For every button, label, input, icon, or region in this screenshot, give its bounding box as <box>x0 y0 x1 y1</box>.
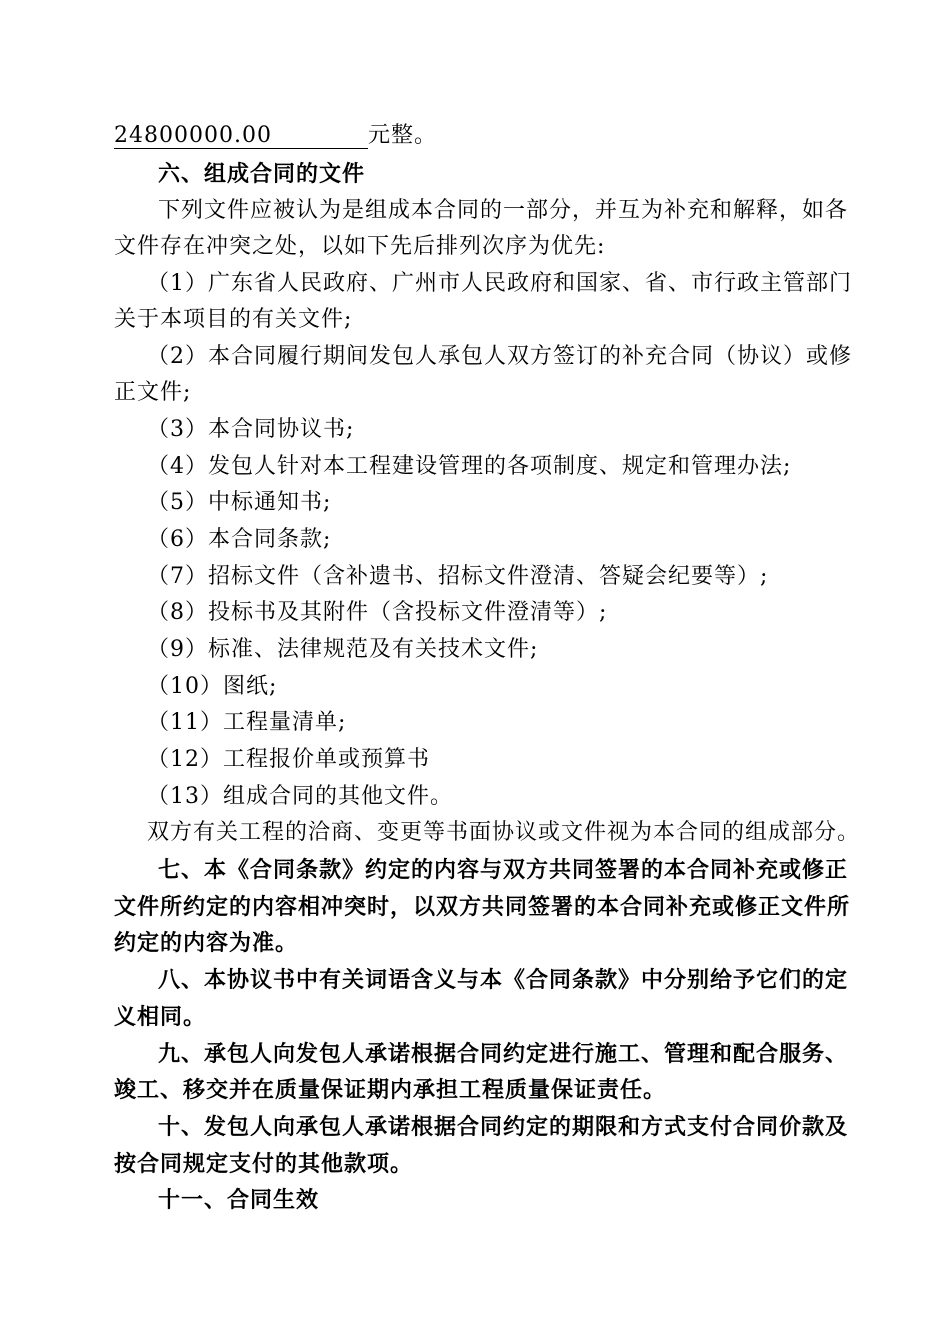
amount-suffix: 元整。 <box>368 123 438 148</box>
list-item-1: （1）广东省人民政府、广州市人民政府和国家、省、市行政主管部门 <box>147 271 852 296</box>
section-6-title: 六、组成合同的文件 <box>158 161 366 187</box>
section-7-line-2: 文件所约定的内容相冲突时，以双方共同签署的本合同补充或修正文件所 <box>114 894 851 920</box>
list-item-6: （6）本合同条款; <box>147 527 332 552</box>
contract-amount-line <box>114 122 437 150</box>
list-item-12: （12）工程报价单或预算书 <box>147 747 430 772</box>
list-item-1-cont: 关于本项目的有关文件; <box>114 307 353 332</box>
list-item-13: （13）组成合同的其他文件。 <box>147 784 453 809</box>
section-7-line-3: 约定的内容为准。 <box>114 930 299 956</box>
section-10-line-2: 按合同规定支付的其他款项。 <box>114 1151 414 1177</box>
list-item-9: （9）标准、法律规范及有关技术文件; <box>147 637 539 662</box>
list-item-2-cont: 正文件; <box>114 380 192 405</box>
section-6-intro-line-2: 文件存在冲突之处，以如下先后排列次序为优先: <box>114 234 606 259</box>
section-9-line-1: 九、承包人向发包人承诺根据合同约定进行施工、管理和配合服务、 <box>158 1041 849 1067</box>
section-7-line-1: 七、本《合同条款》约定的内容与双方共同签署的本合同补充或修正 <box>158 857 849 883</box>
list-item-8: （8）投标书及其附件（含投标文件澄清等）; <box>147 600 608 625</box>
list-item-7: （7）招标文件（含补遗书、招标文件澄清、答疑会纪要等）; <box>147 564 769 589</box>
section-8-line-2: 义相同。 <box>114 1004 207 1030</box>
list-item-10: （10）图纸; <box>147 674 278 699</box>
section-9-line-2: 竣工、移交并在质量保证期内承担工程质量保证责任。 <box>114 1077 667 1103</box>
section-8-line-1: 八、本协议书中有关词语含义与本《合同条款》中分别给予它们的定 <box>158 967 849 993</box>
list-item-5: （5）中标通知书; <box>147 490 332 515</box>
list-item-11: （11）工程量清单; <box>147 710 347 735</box>
section-6-closing: 双方有关工程的洽商、变更等书面协议或文件视为本合同的组成部分。 <box>147 820 861 845</box>
list-item-2: （2）本合同履行期间发包人承包人双方签订的补充合同（协议）或修 <box>147 344 852 369</box>
contract-amount: 24800000.00 <box>114 124 368 149</box>
list-item-3: （3）本合同协议书; <box>147 417 355 442</box>
section-6-intro-line-1: 下列文件应被认为是组成本合同的一部分，并互为补充和解释，如各 <box>158 198 849 223</box>
list-item-4: （4）发包人针对本工程建设管理的各项制度、规定和管理办法; <box>147 454 792 479</box>
section-11-title: 十一、合同生效 <box>158 1187 320 1213</box>
section-10-line-1: 十、发包人向承包人承诺根据合同约定的期限和方式支付合同价款及 <box>158 1114 849 1140</box>
